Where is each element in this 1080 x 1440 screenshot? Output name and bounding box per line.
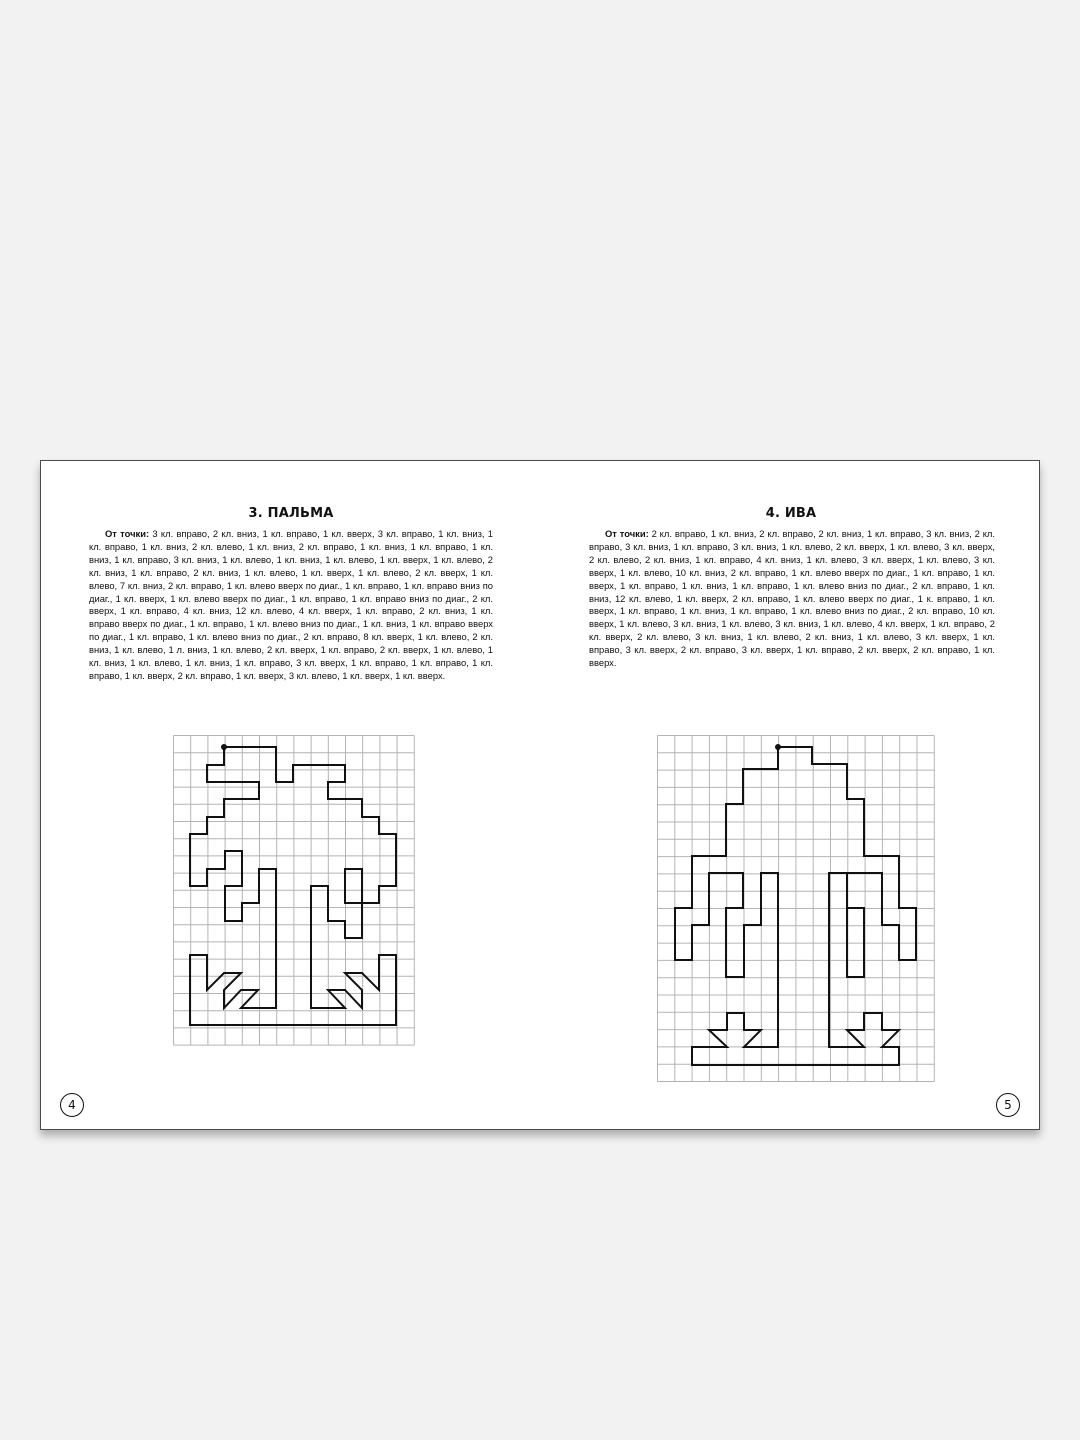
book-spread — [40, 460, 1040, 1130]
right-page — [541, 461, 1041, 1131]
right-instructions-text: 2 кл. вправо, 1 кл. вниз, 2 кл. вправо, 2 кл. вниз, 1 кл. вправо, 3 кл. вниз, 2 кл. вправо, 3 кл. вниз, 1 кл. вправо, 3 кл. вниз, 1 кл. влево, 2 кл. вверх, 1 кл. влево, 3 кл. вверх, 2 кл. влево, 2 кл. вниз, 1 кл. вправо, 4 кл. вниз, 1 кл. влево, 3 кл. вверх, 1 кл. влево, 3 кл. вверх, 1 кл. влево, 10 кл. вниз, 2 кл. вправо, 1 кл. влево вверх по диаг., 1 кл. вправо, 1 кл. вверх, 1 кл. вправо, 1 кл. вниз, 1 кл. вправо, 1 кл. влево вниз по диаг., 2 кл. вправо, 1 кл. вниз, 12 кл. влево, 1 кл. вверх, 2 кл. вправо, 1 кл. влево вверх по диаг., 1 к. вправо, 1 кл. вверх, 1 кл. вправо, 1 кл. вниз, 1 кл. вправо, 1 кл. влево вниз по диаг., 2 кл. вправо, 10 кл. вверх, 1 кл. влево, 3 кл. вниз, 1 кл. влево, 3 кл. вниз, 1 кл. влево, 4 кл. вверх, 1 кл. вправо, 2 кл. вверх, 2 кл. влево, 3 кл. вниз, 1 кл. влево, 2 кл. вниз, 1 кл. влево, 3 кл. вверх, 1 кл. вправо, 3 кл. вверх, 2 кл. вправо, 3 кл. вверх, 1 кл. вправо, 2 кл. вверх, 2 кл. вправо, 1 кл. вверх. — [589, 528, 995, 669]
start-point — [775, 744, 781, 750]
left-page-instructions — [89, 528, 493, 683]
left-instructions-lead: От точки: — [105, 528, 150, 539]
left-page-number: 4 — [60, 1093, 84, 1117]
left-page — [41, 461, 541, 1131]
right-instructions-lead: От точки: — [605, 528, 649, 539]
palm-grid-drawing — [173, 735, 415, 1047]
left-instructions-text: 3 кл. вправо, 2 кл. вниз, 1 кл. вправо, 1 кл. вверх, 3 кл. вправо, 1 кл. вниз, 1 кл. вправо, 1 кл. вниз, 2 кл. влево, 1 кл. вниз, 2 кл. вправо, 1 кл. вниз, 1 кл. вправо, 1 кл. вниз, 1 кл. вправо, 3 кл. вниз, 1 кл. влево, 1 кл. вниз, 1 кл. влево, 1 кл. вверх, 1 кл. влево, 2 кл. вниз, 1 кл. вправо, 2 кл. вниз, 1 кл. влево, 1 кл. вверх, 1 кл. влево, 2 кл. вверх, 1 кл. влево, 7 кл. вниз, 2 кл. вправо, 1 кл. влево вверх по диаг., 1 кл. вправо, 1 кл. вправо вниз по диаг., 1 кл. вверх, 1 кл. влево вверх по диаг., 1 кл. вправо, 1 кл. вправо вниз по диаг., 2 кл. вверх, 1 кл. вправо, 4 кл. вниз, 12 кл. влево, 4 кл. вверх, 1 кл. вправо, 2 кл. вниз, 1 кл. вправо вверх по диаг., 1 кл. вправо, 1 кл. влево вниз по диаг., 1 кл. вниз, 1 кл. вправо вверх по диаг., 1 кл. вправо, 1 кл. влево вниз по диаг., 2 кл. вправо, 8 кл. вверх, 1 кл. влево, 2 кл. вниз, 1 кл. влево, 1 л. вниз, 1 кл. влево, 2 кл. вверх, 1 кл. вправо, 2 кл. вверх, 1 кл. влево, 1 кл. вниз, 1 кл. влево, 1 кл. вниз, 1 кл. вправо, 3 кл. вверх, 1 кл. вправо, 1 кл. вправо, 1 кл. вправо, 1 кл. вверх, 2 кл. вправо, 1 кл. вверх, 3 кл. влево, 1 кл. вверх, 1 кл. вверх. — [89, 528, 494, 681]
left-page-title: 3. ПАЛЬМА — [248, 506, 334, 521]
start-point — [221, 744, 227, 750]
palm-outline — [190, 747, 396, 1025]
right-page-instructions — [589, 528, 995, 670]
right-page-title: 4. ИВА — [765, 506, 817, 521]
willow-grid-drawing — [657, 735, 935, 1083]
right-page-number: 5 — [996, 1093, 1020, 1117]
